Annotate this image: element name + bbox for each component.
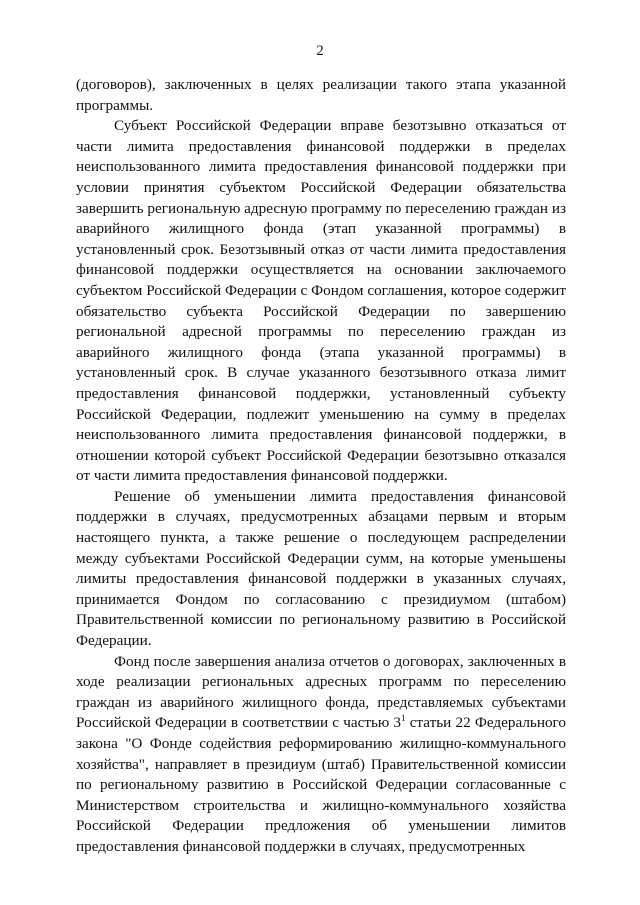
paragraph-2: Субъект Российской Федерации вправе безотзывно отказаться от части лимита предоставления финансовой поддержки в пределах неиспользованного лимита предоставления финансовой поддержки при условии принятия субъектом Российской Федерации обязательства завершить региональную адресную программу по переселению граждан из аварийного жилищного фонда (этап указанной программы) в установленный срок. Безотзывный отказ от части лимита предоставления финансовой поддержки осуществляется на основании заключаемого субъектом Российской Федерации с Фондом соглашения, которое содержит обязательство субъекта Российской Федерации по завершению региональной адресной программы по переселению граждан из аварийного жилищного фонда (этапа указанной программы) в установленный срок. В случае указанного безотзывного отказа лимит предоставления финансовой поддержки, установленный субъекту Российской Федерации, подлежит уменьшению на сумму в пределах неиспользованного лимита предоставления финансовой поддержки, в отношении которой субъект Российской Федерации безотзывно отказался от части лимита предоставления финансовой поддержки. [76,117,566,485]
paragraph-3: Решение об уменьшении лимита предоставления финансовой поддержки в случаях, предусмотренных абзацами первым и вторым настоящего пункта, а также решение о последующем распределении между субъектами Российской Федерации сумм, на которые уменьшены лимиты предоставления финансовой поддержки в указанных случаях, принимается Фондом по согласованию с президиумом (штабом) Правительственной комиссии по региональному развитию в Российской Федерации. [76,487,566,650]
document-body [76,75,566,858]
paragraph-4-part-2: статьи 22 Федерального закона "О Фонде содействия реформированию жилищно-коммунального хозяйства", направляет в президиум (штаб) Правительственной комиссии по региональному развитию в Российской Федерации согласованные с Министерством строительства и жилищно-коммунального хозяйства Российской Федерации предложения об уменьшении лимитов предоставления финансовой поддержки в случаях, предусмотренных [76,714,566,855]
paragraph-4-part-1: Фонд после завершения анализа отчетов о договорах, заключенных в ходе реализации региональных адресных программ по переселению граждан из аварийного жилищного фонда, представляемых субъектами Российской Федерации в соответствии с частью 3 [76,652,566,732]
superscript-footnote: 1 [401,713,406,724]
paragraph-1: (договоров), заключенных в целях реализации такого этапа указанной программы. [76,76,566,114]
paragraph-4 [76,652,566,858]
page-number: 2 [316,43,324,59]
